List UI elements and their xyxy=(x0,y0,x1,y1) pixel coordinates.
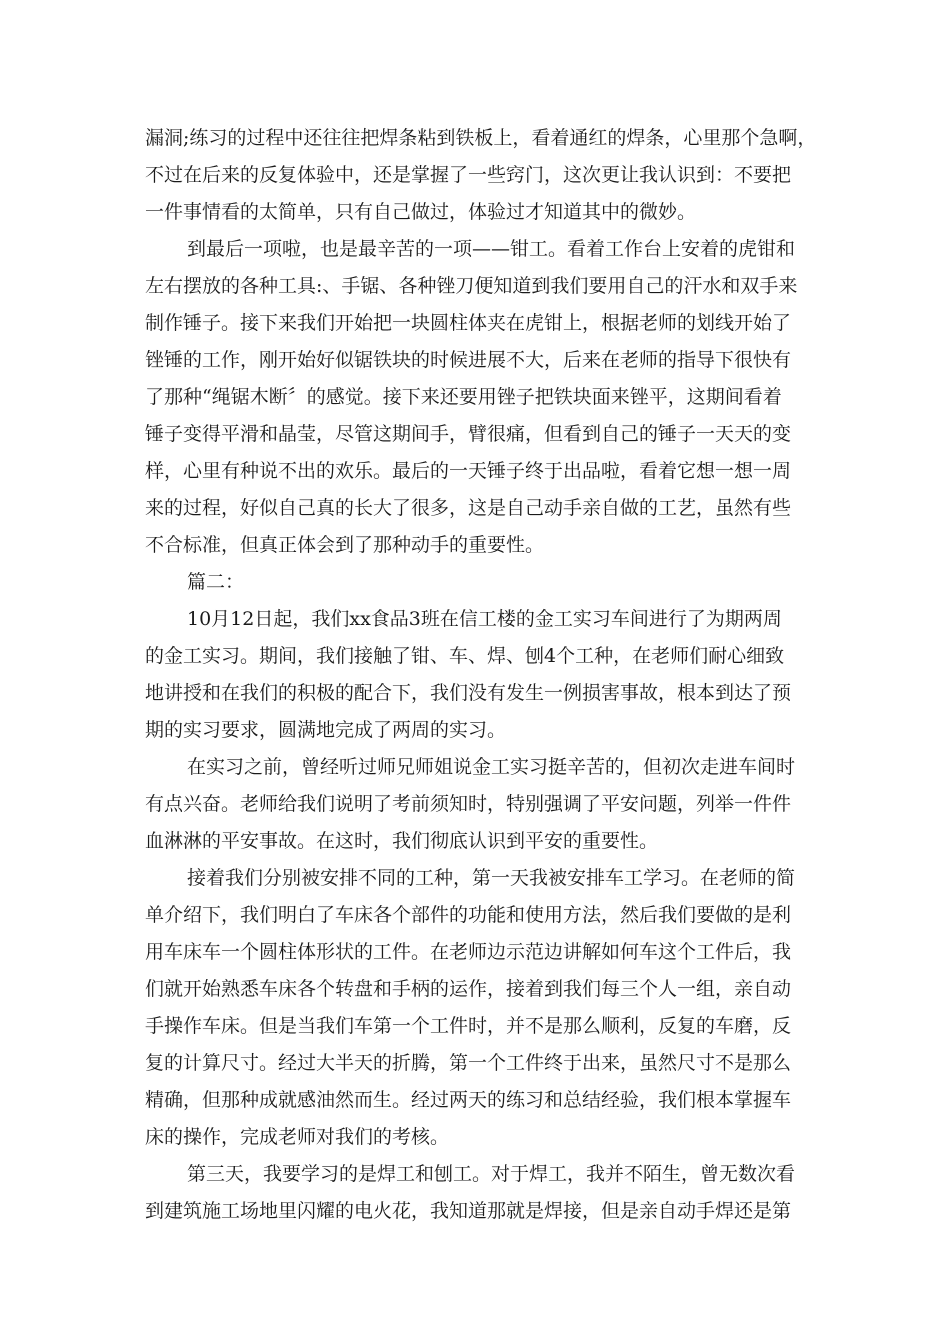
text-line: 来的过程，好似自己真的长大了很多，这是自己动手亲自做的工艺，虽然有些 xyxy=(145,497,792,519)
text-line: 血淋淋的平安事故。在这时，我们彻底认识到平安的重要性。 xyxy=(145,830,659,852)
document-body xyxy=(145,120,815,1230)
text-line: 们就开始熟悉车床各个转盘和手柄的运作，接着到我们每三个人一组，亲自动 xyxy=(145,978,792,1000)
text-line: 到最后一项啦，也是最辛苦的一项——钳工。看着工作台上安着的虎钳和 xyxy=(187,238,796,260)
text-line: 10月12日起，我们xx食品3班在信工楼的金工实习车间进行了为期两周 xyxy=(187,608,782,630)
text-line: 制作锤子。接下来我们开始把一块圆柱体夹在虎钳上，根据老师的划线开始了 xyxy=(145,312,792,334)
text-line: 接着我们分别被安排不同的工种，第一天我被安排车工学习。在老师的简 xyxy=(187,867,796,889)
text-line: 第三天，我要学习的是焊工和刨工。对于焊工，我并不陌生，曾无数次看 xyxy=(187,1163,796,1185)
text-line: 锤子变得平滑和晶莹，尽管这期间手，臂很痛，但看到自己的锤子一天天的变 xyxy=(145,423,792,445)
text-line: 不过在后来的反复体验中，还是掌握了一些窍门，这次更让我认识到：不要把 xyxy=(145,164,792,186)
text-line: 床的操作，完成老师对我们的考核。 xyxy=(145,1126,450,1148)
text-line: 有点兴奋。老师给我们说明了考前须知时，特别强调了平安问题，列举一件件 xyxy=(145,793,792,815)
text-line: 篇二： xyxy=(187,571,245,593)
text-line: 一件事情看的太简单，只有自己做过，体验过才知道其中的微妙。 xyxy=(145,201,697,223)
text-line: 在实习之前，曾经听过师兄师姐说金工实习挺辛苦的，但初次走进车间时 xyxy=(187,756,796,778)
text-line: 复的计算尺寸。经过大半天的折腾，第一个工件终于出来，虽然尺寸不是那么 xyxy=(145,1052,792,1074)
text-line: 样，心里有种说不出的欢乐。最后的一天锤子终于出品啦，看着它想一想一周 xyxy=(145,460,792,482)
text-line: 精确，但那种成就感油然而生。经过两天的练习和总结经验，我们根本掌握车 xyxy=(145,1089,792,1111)
text-line: 不合标准，但真正体会到了那种动手的重要性。 xyxy=(145,534,545,556)
text-line: 手操作车床。但是当我们车第一个工件时，并不是那么顺利，反复的车磨，反 xyxy=(145,1015,792,1037)
text-line: 期的实习要求，圆满地完成了两周的实习。 xyxy=(145,719,507,741)
text-line: 了那种“绳锯木断〞的感觉。接下来还要用锉子把铁块面来锉平，这期间看着 xyxy=(145,386,782,408)
text-line: 到建筑施工场地里闪耀的电火花，我知道那就是焊接，但是亲自动手焊还是第 xyxy=(145,1200,792,1222)
text-line: 漏洞;练习的过程中还往往把焊条粘到铁板上，看着通红的焊条，心里那个急啊， xyxy=(145,127,817,149)
text-line: 单介绍下，我们明白了车床各个部件的功能和使用方法，然后我们要做的是利 xyxy=(145,904,792,926)
text-line: 左右摆放的各种工具:、手锯、各种锉刀便知道到我们要用自己的汗水和双手来 xyxy=(145,275,798,297)
text-line: 锉锤的工作，刚开始好似锯铁块的时候进展不大，后来在老师的指导下很快有 xyxy=(145,349,792,371)
text-line: 的金工实习。期间，我们接触了钳、车、焊、刨4个工种，在老师们耐心细致 xyxy=(145,645,785,667)
text-line: 地讲授和在我们的积极的配合下，我们没有发生一例损害事故，根本到达了预 xyxy=(145,682,792,704)
text-line: 用车床车一个圆柱体形状的工件。在老师边示范边讲解如何车这个工件后，我 xyxy=(145,941,792,963)
